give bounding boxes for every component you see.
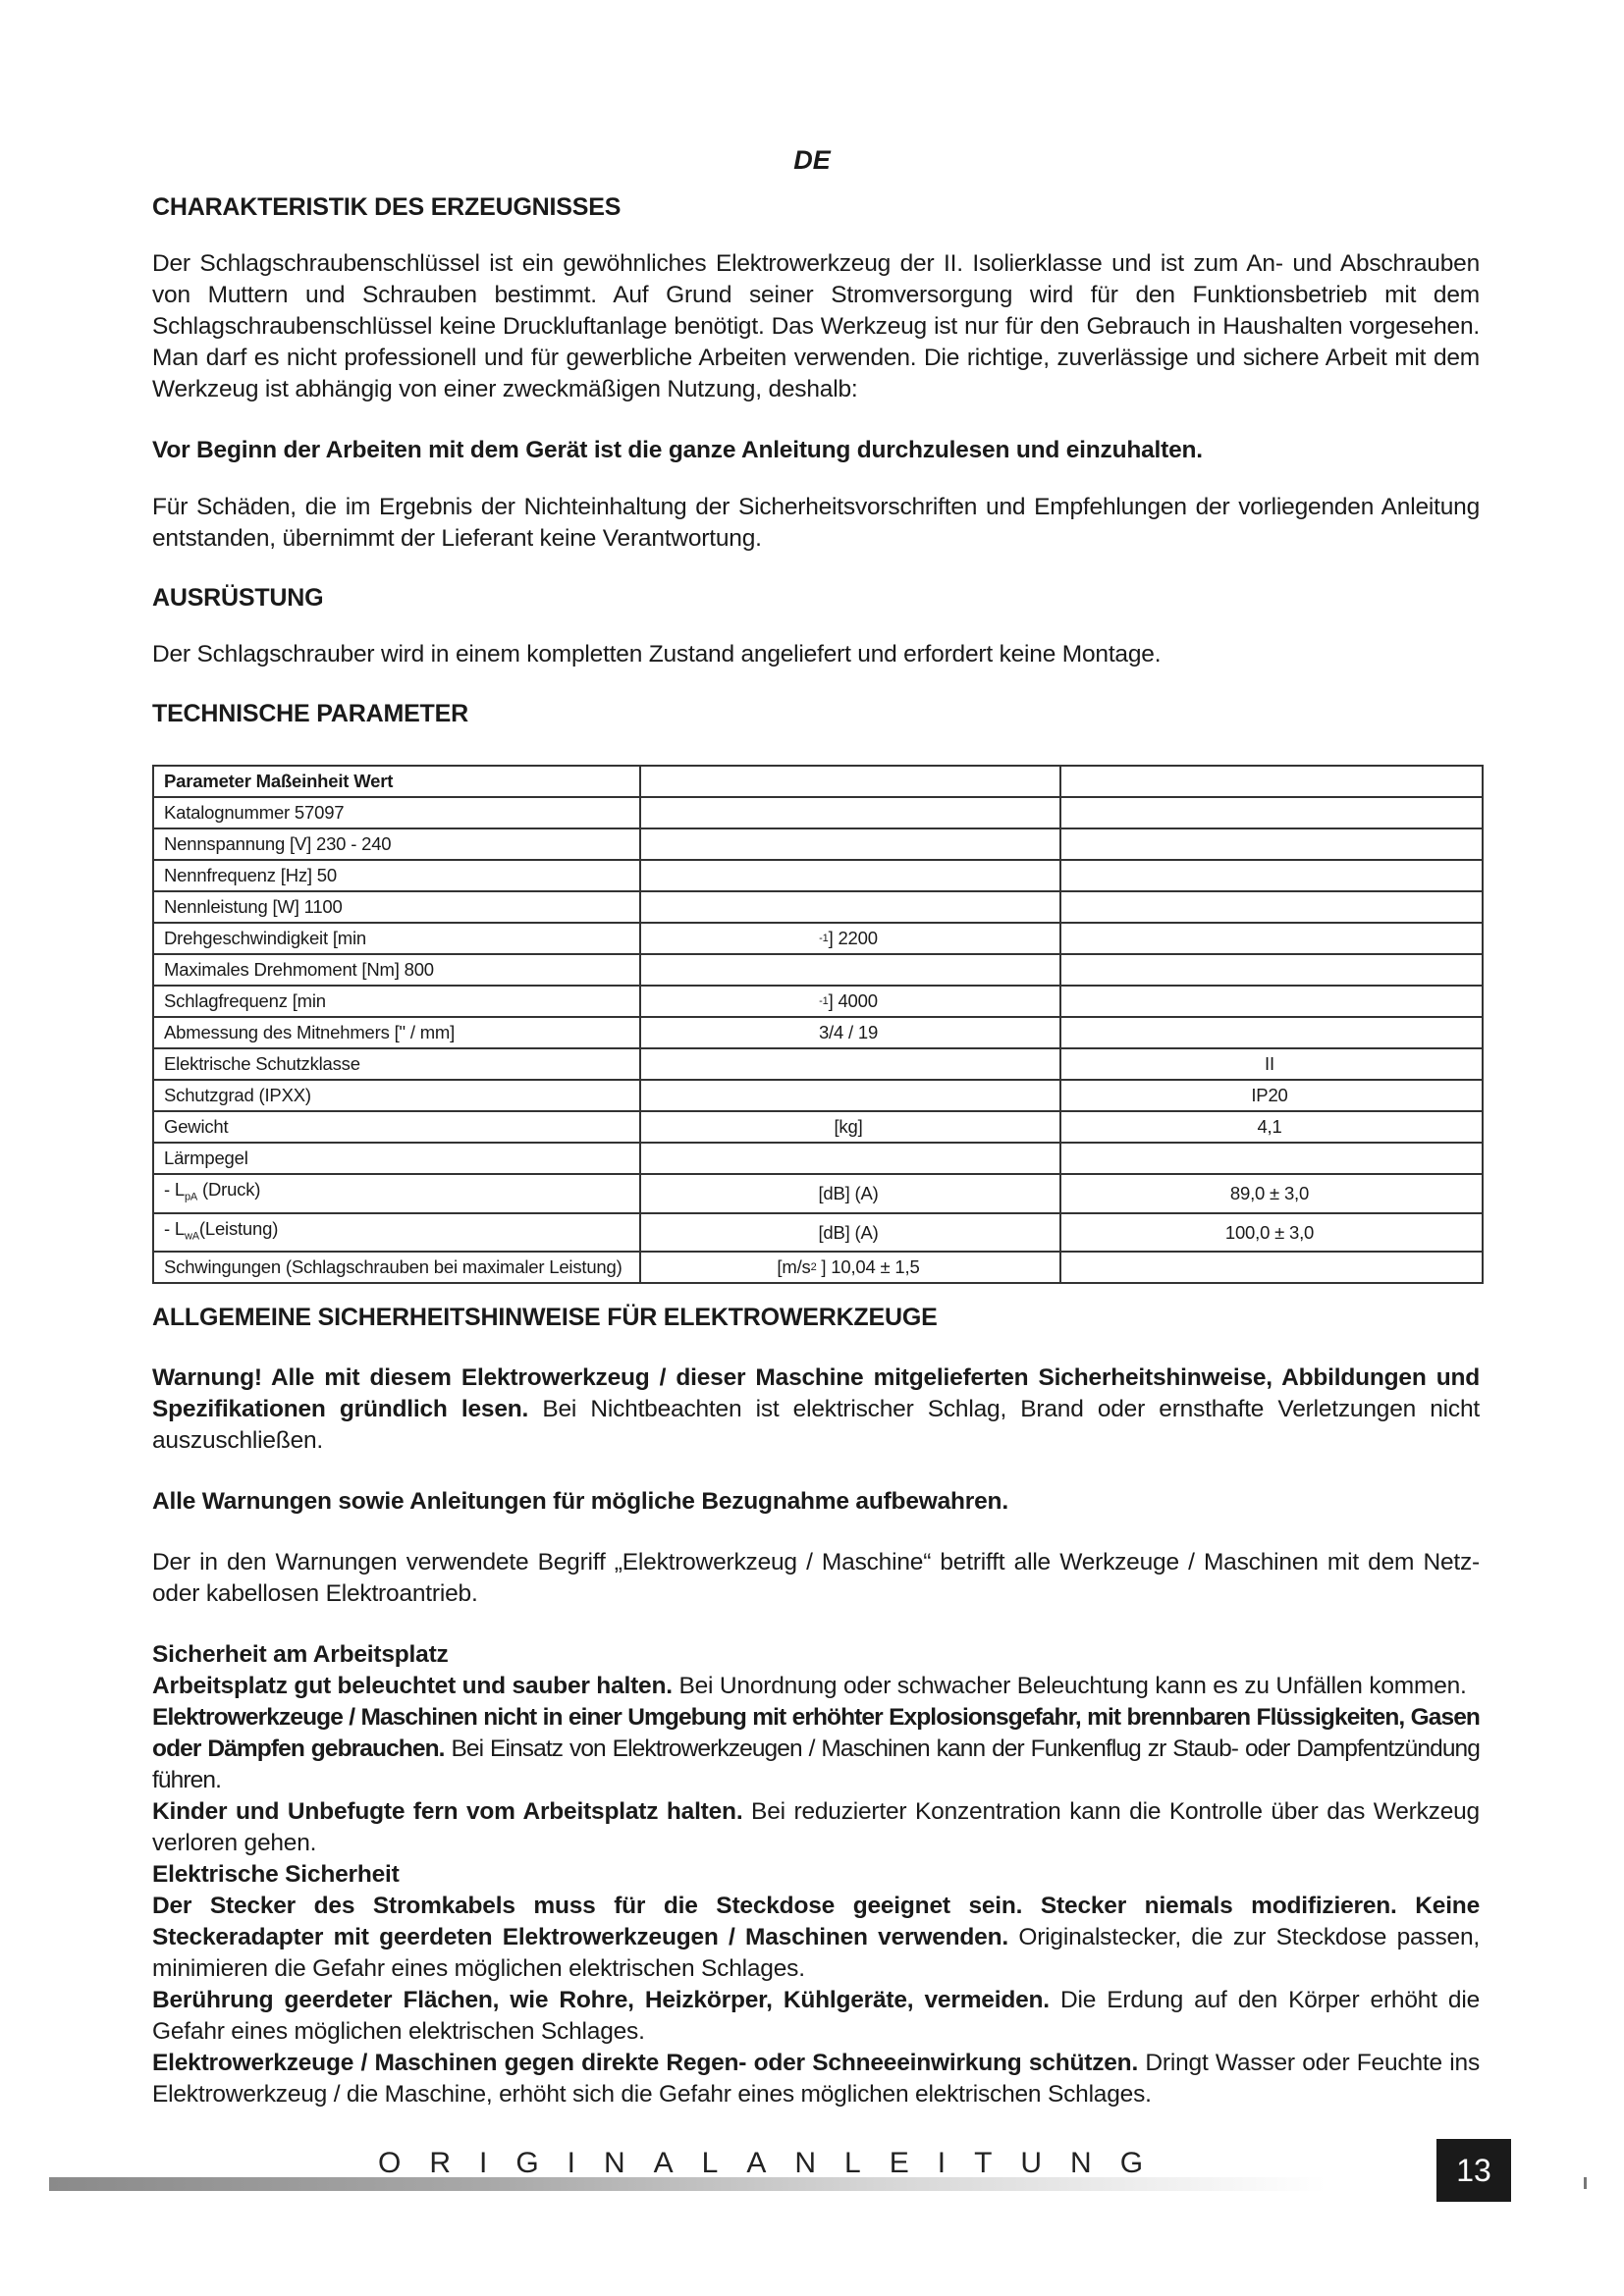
param-value-cell (1060, 1252, 1483, 1283)
param-unit-cell (640, 797, 1060, 828)
table-row (153, 1143, 1483, 1174)
param-value-cell (1060, 766, 1483, 797)
table-header-row (153, 766, 1483, 797)
param-name-cell: Elektrische Schutzklasse (153, 1048, 640, 1080)
electrical-rule-1-bold: Der Stecker des Stromkabels muss für die Steckdose geeignet sein. Stecker niemals modifizieren. Keine Steckeradapter mit geerdeten Elektrowerkzeugen / Maschinen verwenden. (152, 1893, 1480, 1951)
table-row (153, 1017, 1483, 1048)
section-title-characteristics: CHARAKTERISTIK DES ERZEUGNISSES (152, 193, 622, 221)
param-value-cell (1060, 797, 1483, 828)
table-row (153, 797, 1483, 828)
page-number: 13 (1436, 2139, 1511, 2202)
electrical-rule-2-bold: Berührung geerdeter Flächen, wie Rohre, Heizkörper, Kühlgeräte, vermeiden. (152, 1987, 1050, 2014)
param-unit-cell (640, 828, 1060, 860)
keep-instructions-note: Alle Warnungen sowie Anleitungen für mögliche Bezugnahme aufbewahren. (152, 1488, 1008, 1516)
param-name-cell: - $L_{pA}$ (Druck) (153, 1174, 640, 1213)
electrical-rule-1-text: Originalstecker, die zur Steckdose passen, minimieren die Gefahr eines möglichen elektrischen Schlages. (152, 1924, 1481, 1983)
param-unit-cell (640, 860, 1060, 891)
table-row (153, 1080, 1483, 1111)
workplace-rule-3-text: Bei reduzierter Konzentration kann die Kontrolle über das Werkzeug verloren gehen. (152, 1798, 1480, 1857)
page-content (152, 191, 1480, 2110)
term-definition-paragraph: Der in den Warnungen verwendete Begriff „Elektrowerkzeug / Maschine“ betrifft alle Werkzeuge / Maschinen mit dem Netz- oder kabellosen Elektroantrieb. (152, 1549, 1480, 1608)
param-name-cell: Nennspannung [V] 230 - 240 (153, 828, 640, 860)
table-row (153, 986, 1483, 1017)
param-unit-cell: [$m/s^2$ ] 10,04 ± 1,5 (640, 1252, 1060, 1283)
param-name-cell: Schwingungen (Schlagschrauben bei maximaler Leistung) (153, 1252, 640, 1283)
table-row (153, 860, 1483, 891)
workplace-rule-2 (152, 1702, 1480, 1796)
param-value-cell (1060, 828, 1483, 860)
param-unit-cell: 3/4 / 19 (640, 1017, 1060, 1048)
electrical-rule-3 (152, 2048, 1480, 2110)
param-unit-cell (640, 1080, 1060, 1111)
characteristics-paragraph: Der Schlagschraubenschlüssel ist ein gewöhnliches Elektrowerkzeug der II. Isolierklasse und ist zum An- und Abschrauben von Muttern und Schrauben bestimmt. Auf Grund seiner Stromversorgung wird für den Funktionsbetrieb mit dem Schlagschraubenschlüssel keine Druckluftanlage benötigt. Das Werkzeug ist nur für den Gebrauch in Haushalten vorgesehen. Man darf es nicht professionell und für gewerbliche Arbeiten verwenden. Die richtige, zuverlässige und sichere Arbeit mit dem Werkzeug ist abhängig von einer zweckmäßigen Nutzung, deshalb: (152, 250, 1480, 402)
table-row (153, 1111, 1483, 1143)
workplace-rule-1-bold: Arbeitsplatz gut beleuchtet und sauber halten. (152, 1673, 673, 1700)
table-row (153, 891, 1483, 923)
workplace-rule-1-text: Bei Unordnung oder schwacher Beleuchtung kann es zu Unfällen kommen. (672, 1673, 1467, 1700)
param-value-cell (1060, 891, 1483, 923)
param-value-cell (1060, 1143, 1483, 1174)
electrical-rule-3-text: Dringt Wasser oder Feuchte ins Elektrowerkzeug / die Maschine, erhöht sich die Gefahr eines möglichen elektrischen Schlages. (152, 2050, 1480, 2109)
table-row (153, 923, 1483, 954)
table-row (153, 1213, 1483, 1253)
param-name-cell: Lärmpegel (153, 1143, 640, 1174)
param-value-cell: II (1060, 1048, 1483, 1080)
param-name-cell: - $L_{wA}(Leistung)$ (153, 1213, 640, 1253)
liability-paragraph: Für Schäden, die im Ergebnis der Nichteinhaltung der Sicherheitsvorschriften und Empfehlungen der vorliegenden Anleitung entstanden, übernimmt der Lieferant keine Verantwortung. (152, 494, 1480, 552)
electrical-rule-3-bold: Elektrowerkzeuge / Maschinen gegen direkte Regen- oder Schneeeinwirkung schützen. (152, 2050, 1139, 2077)
param-subscript: pA (185, 1191, 198, 1203)
param-name-cell: Gewicht (153, 1111, 640, 1143)
footer-title: ORIGINALANLEITUNG (378, 2147, 1172, 2179)
param-value-cell: 89,0 ± 3,0 (1060, 1174, 1483, 1213)
warning-text: Bei Nichtbeachten ist elektrischer Schlag, Brand oder ernsthafte Verletzungen nicht auszuschließen. (152, 1396, 1480, 1455)
language-label: DE (793, 145, 831, 175)
param-name-cell: Abmessung des Mitnehmers [" / mm] (153, 1017, 640, 1048)
param-name-cell: Maximales Drehmoment [Nm] 800 (153, 954, 640, 986)
param-name-cell: Parameter Maßeinheit Wert (153, 766, 640, 797)
param-unit-cell (640, 891, 1060, 923)
safety-rules (152, 1639, 1480, 2110)
section-title-equipment: AUSRÜSTUNG (152, 584, 324, 612)
param-value-cell (1060, 986, 1483, 1017)
param-name-cell: Schlagfrequenz [min (153, 986, 640, 1017)
param-unit-cell: [kg] (640, 1111, 1060, 1143)
param-name-cell: Katalognummer 57097 (153, 797, 640, 828)
workplace-rule-3 (152, 1796, 1480, 1859)
workplace-rule-1 (152, 1671, 1480, 1702)
param-unit-cell: $^{-1}$] 4000 (640, 986, 1060, 1017)
param-value-cell (1060, 954, 1483, 986)
subsection-workplace-safety: Sicherheit am Arbeitsplatz (152, 1641, 449, 1669)
param-value-cell: IP20 (1060, 1080, 1483, 1111)
param-superscript: -1 (819, 933, 829, 944)
param-unit-cell (640, 954, 1060, 986)
technical-parameters-table (152, 765, 1484, 1284)
param-unit-cell: [dB] (A) (640, 1213, 1060, 1253)
warning-paragraph (152, 1362, 1480, 1457)
param-value-cell: 4,1 (1060, 1111, 1483, 1143)
param-name-cell: Nennfrequenz [Hz] 50 (153, 860, 640, 891)
param-unit-cell (640, 1143, 1060, 1174)
page-edge-mark (1584, 2177, 1587, 2189)
param-value-cell (1060, 1017, 1483, 1048)
workplace-rule-3-bold: Kinder und Unbefugte fern vom Arbeitsplatz halten. (152, 1798, 743, 1826)
table-row (153, 954, 1483, 986)
param-value-cell (1060, 923, 1483, 954)
param-name-cell: Nennleistung [W] 1100 (153, 891, 640, 923)
param-superscript: 2 (810, 1261, 817, 1274)
subsection-electrical-safety: Elektrische Sicherheit (152, 1861, 400, 1889)
workplace-rule-2-bold: Elektrowerkzeuge / Maschinen nicht in einer Umgebung mit erhöhter Explosionsgefahr, mit brennbaren Flüssigkeiten, Gasen oder Dämpfen gebrauchen. (152, 1704, 1480, 1763)
param-unit-cell (640, 1048, 1060, 1080)
param-unit-cell: [dB] (A) (640, 1174, 1060, 1213)
section-title-safety: ALLGEMEINE SICHERHEITSHINWEISE FÜR ELEKTROWERKZEUGE (152, 1304, 938, 1332)
electrical-rule-1 (152, 1891, 1480, 1985)
section-title-technical: TECHNISCHE PARAMETER (152, 700, 468, 727)
param-unit-cell (640, 766, 1060, 797)
table-row (153, 1252, 1483, 1283)
param-name-cell: Drehgeschwindigkeit [min (153, 923, 640, 954)
param-subscript: wA (185, 1230, 199, 1243)
table-row (153, 1048, 1483, 1080)
param-value-cell (1060, 860, 1483, 891)
workplace-rule-2-text: Bei Einsatz von Elektrowerkzeugen / Maschinen kann der Funkenflug zr Staub- oder Dampfentzündung führen. (152, 1735, 1480, 1794)
electrical-rule-2 (152, 1985, 1480, 2048)
read-instructions-note: Vor Beginn der Arbeiten mit dem Gerät ist die ganze Anleitung durchzulesen und einzuhalten. (152, 437, 1203, 463)
param-unit-cell: $^{-1}$] 2200 (640, 923, 1060, 954)
param-value-cell: 100,0 ± 3,0 (1060, 1213, 1483, 1253)
param-name-cell: Schutzgrad (IPXX) (153, 1080, 640, 1111)
electrical-rule-2-text: Die Erdung auf den Körper erhöht die Gefahr eines möglichen elektrischen Schlages. (152, 1987, 1480, 2046)
table-row (153, 1174, 1483, 1213)
param-superscript: -1 (819, 995, 829, 1007)
table-row (153, 828, 1483, 860)
warning-bold: Warnung! Alle mit diesem Elektrowerkzeug / dieser Maschine mitgelieferten Sicherheitshinweise, Abbildungen und Spezifikationen gründlich lesen. (152, 1364, 1480, 1423)
equipment-paragraph: Der Schlagschrauber wird in einem kompletten Zustand angeliefert und erfordert keine Montage. (152, 641, 1162, 667)
